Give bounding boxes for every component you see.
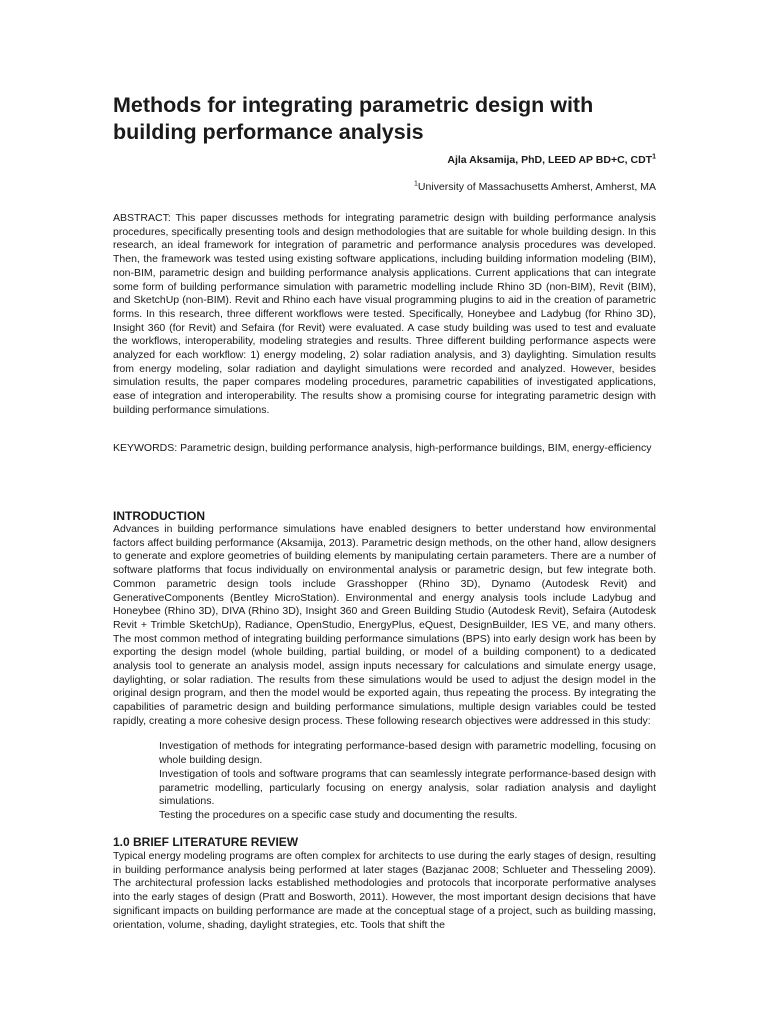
introduction-heading: INTRODUCTION bbox=[113, 509, 205, 523]
objective-item-3: Testing the procedures on a specific case study and documenting the results. bbox=[159, 809, 518, 821]
author-affiliation-marker: 1 bbox=[652, 153, 656, 161]
introduction-paragraph: Advances in building performance simulations have enabled designers to better understand how environmental factors affect building performance (Aksamija, 2013). Parametric design methods, on the other hand, allow designers to generate and explore geometries of building elements by manipulating certain parameters. There are a number of software platforms that focus individually on environmental analysis or parametric design, but few integrate both. Common parametric design tools include Grasshopper (Rhino 3D), Dynamo (Autodesk Revit) and GenerativeComponents (Bentley MicroStation). Environmental and energy analysis tools include Ladybug and Honeybee (Rhino 3D), DIVA (Rhino 3D), Insight 360 and Green Building Studio (Autodesk Revit), Sefaira (Autodesk Revit + Trimble SketchUp), Radiance, OpenStudio, EnergyPlus, eQuest, DesignBuilder, IES VE, and many others. The most common method of integrating building performance simulations (BPS) into early design work has been by exporting the design model (whole building, partial building, or model of a building component) to a dedicated analysis tool to generate an analysis model, assign inputs necessary for calculations and simulate energy usage, daylighting, or solar radiation. The results from these simulations would be used to adjust the design model in the original design program, and then the model would be exported again, thus repeating the process. By integrating the capabilities of parametric design and building performance simulations, multiple design variables could be tested rapidly, creating a more cohesive design process. These following research objectives were addressed in this study: bbox=[113, 523, 656, 727]
affiliation-marker: 1 bbox=[414, 180, 418, 188]
author-name: Ajla Aksamija, PhD, LEED AP BD+C, CDT bbox=[447, 154, 653, 166]
author-line bbox=[113, 153, 656, 167]
literature-review-heading: 1.0 BRIEF LITERATURE REVIEW bbox=[113, 835, 299, 849]
objective-item-1: Investigation of methods for integrating performance-based design with parametric modelling, focusing on whole building design. bbox=[159, 740, 656, 766]
affiliation-text: University of Massachusetts Amherst, Amherst, MA bbox=[417, 181, 656, 193]
keywords-paragraph: KEYWORDS: Parametric design, building performance analysis, high-performance buildings, BIM, energy-efficiency bbox=[113, 442, 652, 454]
objective-item-2: Investigation of tools and software programs that can seamlessly integrate performance-based design with parametric modelling, particularly focusing on energy analysis, solar radiation analysis and daylight simulations. bbox=[159, 768, 656, 808]
affiliation-line bbox=[113, 180, 656, 194]
literature-review-paragraph: Typical energy modeling programs are often complex for architects to use during the early stages of design, resulting in building performance analysis being performed at later stages (Bazjanac 2008; Schlueter and Thesseling 2009). The architectural profession lacks established methodologies and protocols that incorporate performative analyses into the early stages of design (Pratt and Bosworth, 2011). However, the most important design decisions that have significant impacts on building performance are made at the conceptual stage of a project, such as building massing, orientation, volume, shading, daylight strategies, etc. Tools that shift the bbox=[113, 850, 656, 931]
abstract-paragraph: ABSTRACT: This paper discusses methods for integrating parametric design with building performance analysis procedures, specifically presenting tools and design methodologies that are suitable for whole building design. In this research, an ideal framework for integration of parametric and performance analysis procedures was developed. Then, the framework was tested using existing software applications, including building information modeling (BIM), non-BIM, parametric design and building performance analysis applications. Current applications that can integrate some form of building performance simulation with parametric modelling include Rhino 3D (non-BIM), Revit (BIM), and SketchUp (non-BIM). Revit and Rhino each have visual programming plugins to aid in the creation of parametric forms. In this research, three different workflows were tested. Specifically, Honeybee and Ladybug (for Rhino 3D), Insight 360 (for Revit) and Sefaira (for Revit) were evaluated. A case study building was used to test and evaluate the workflows, interoperability, modeling strategies and results. Three different building performance aspects were analyzed for each workflow: 1) energy modeling, 2) solar radiation analysis, and 3) daylighting. Simulation results from energy modeling, solar radiation and daylight simulations were recorded and analyzed. However, besides simulation results, the paper compares modeling procedures, parametric capabilities of investigated applications, ease of integration and interoperability. The results show a promising course for integrating parametric design with building performance simulations. bbox=[113, 212, 656, 416]
paper-title: Methods for integrating parametric design with building performance analysis bbox=[113, 93, 594, 144]
